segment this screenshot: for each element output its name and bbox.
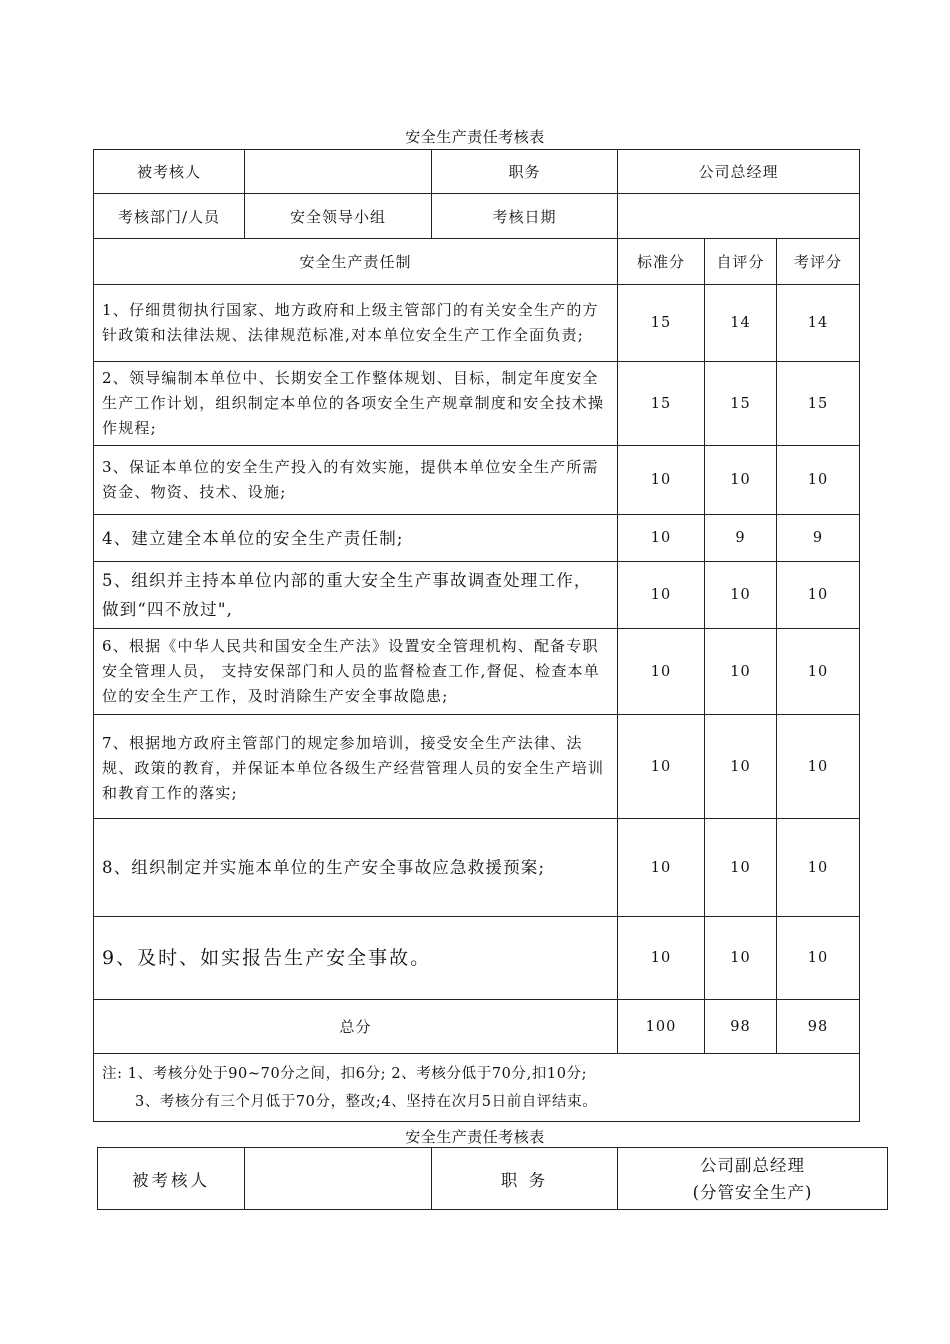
standard-score: 10 [618, 515, 705, 562]
table-row [94, 917, 860, 1000]
sheet1-table [93, 149, 860, 1122]
self-score: 14 [705, 285, 777, 362]
sheet2-title: 安全生产责任考核表 [405, 1128, 545, 1146]
standard-score: 10 [618, 446, 705, 515]
note-row [94, 1054, 860, 1122]
review-score: 10 [777, 819, 860, 917]
total-self: 98 [705, 1000, 777, 1054]
table-row [94, 515, 860, 562]
self-score: 10 [705, 629, 777, 715]
note-cell [94, 1054, 860, 1122]
assessee-label: 被考核人 [94, 150, 245, 194]
self-score: 10 [705, 562, 777, 629]
total-standard: 100 [618, 1000, 705, 1054]
sheet2-position-label: 职 务 [432, 1148, 618, 1210]
standard-score: 15 [618, 285, 705, 362]
item-text: 3、保证本单位的安全生产投入的有效实施，提供本单位安全生产所需资金、物资、技术、设施; [94, 446, 618, 515]
review-score: 15 [777, 362, 860, 446]
item-text: 5、组织并主持本单位内部的重大安全生产事故调查处理工作，做到“四不放过", [94, 562, 618, 629]
self-score: 15 [705, 362, 777, 446]
total-label: 总分 [94, 1000, 618, 1054]
date-value [618, 194, 860, 239]
item-text: 6、根据《中华人民共和国安全生产法》设置安全管理机构、配备专职安全管理人员， 支持安保部门和人员的监督检查工作,督促、检查本单位的安全生产工作，及时消除生产安全事故隐患; [94, 629, 618, 715]
item-text: 1、仔细贯彻执行国家、地方政府和上级主管部门的有关安全生产的方针政策和法律法规、法律规范标准,对本单位安全生产工作全面负责; [94, 285, 618, 362]
sheet2-position-line-1: 公司副总经理 [700, 1155, 805, 1175]
total-row [94, 1000, 860, 1054]
review-score: 10 [777, 715, 860, 819]
table-row [94, 629, 860, 715]
self-score: 10 [705, 819, 777, 917]
standard-score: 10 [618, 715, 705, 819]
sheet2-header-row [98, 1148, 888, 1210]
table-row [94, 562, 860, 629]
header-row-dept [94, 194, 860, 239]
review-score: 9 [777, 515, 860, 562]
sheet1-title: 安全生产责任考核表 [405, 128, 545, 146]
table-row [94, 362, 860, 446]
standard-score: 10 [618, 562, 705, 629]
column-header-self: 自评分 [705, 239, 777, 285]
dept-value: 安全领导小组 [245, 194, 432, 239]
sheet2-table [97, 1147, 888, 1210]
review-score: 14 [777, 285, 860, 362]
column-header-row [94, 239, 860, 285]
note-line-1: 注: 1、考核分处于90~70分之间，扣6分; 2、考核分低于70分,扣10分; [102, 1065, 588, 1082]
item-text: 4、建立建全本单位的安全生产责任制; [94, 515, 618, 562]
standard-score: 10 [618, 629, 705, 715]
self-score: 10 [705, 917, 777, 1000]
table-row [94, 446, 860, 515]
self-score: 10 [705, 446, 777, 515]
dept-label: 考核部门/人员 [94, 194, 245, 239]
item-text: 7、根据地方政府主管部门的规定参加培训，接受安全生产法律、法规、政策的教育，并保证本单位各级生产经营管理人员的安全生产培训和教育工作的落实; [94, 715, 618, 819]
item-text: 9、及时、如实报告生产安全事故。 [94, 917, 618, 1000]
review-score: 10 [777, 629, 860, 715]
review-score: 10 [777, 446, 860, 515]
self-score: 10 [705, 715, 777, 819]
date-label: 考核日期 [432, 194, 618, 239]
total-review: 98 [777, 1000, 860, 1054]
table-row [94, 819, 860, 917]
position-value: 公司总经理 [618, 150, 860, 194]
column-header-review: 考评分 [777, 239, 860, 285]
header-row-assessee [94, 150, 860, 194]
position-label: 职务 [432, 150, 618, 194]
sheet2-position-line-2: (分管安全生产) [692, 1182, 813, 1202]
table-row [94, 715, 860, 819]
sheet2-assessee-value [245, 1148, 432, 1210]
sheet2-position-value [618, 1148, 888, 1210]
item-text: 8、组织制定并实施本单位的生产安全事故应急救援预案; [94, 819, 618, 917]
self-score: 9 [705, 515, 777, 562]
standard-score: 10 [618, 819, 705, 917]
item-text: 2、领导编制本单位中、长期安全工作整体规划、目标，制定年度安全生产工作计划，组织制定本单位的各项安全生产规章制度和安全技术操作规程; [94, 362, 618, 446]
column-header-standard: 标准分 [618, 239, 705, 285]
standard-score: 15 [618, 362, 705, 446]
table-row [94, 285, 860, 362]
sheet2-assessee-label: 被考核人 [98, 1148, 245, 1210]
column-header-item: 安全生产责任制 [94, 239, 618, 285]
review-score: 10 [777, 562, 860, 629]
note-line-2: 3、考核分有三个月低于70分，整改;4、坚持在次月5日前自评结束。 [135, 1093, 598, 1110]
review-score: 10 [777, 917, 860, 1000]
standard-score: 10 [618, 917, 705, 1000]
assessee-value [245, 150, 432, 194]
